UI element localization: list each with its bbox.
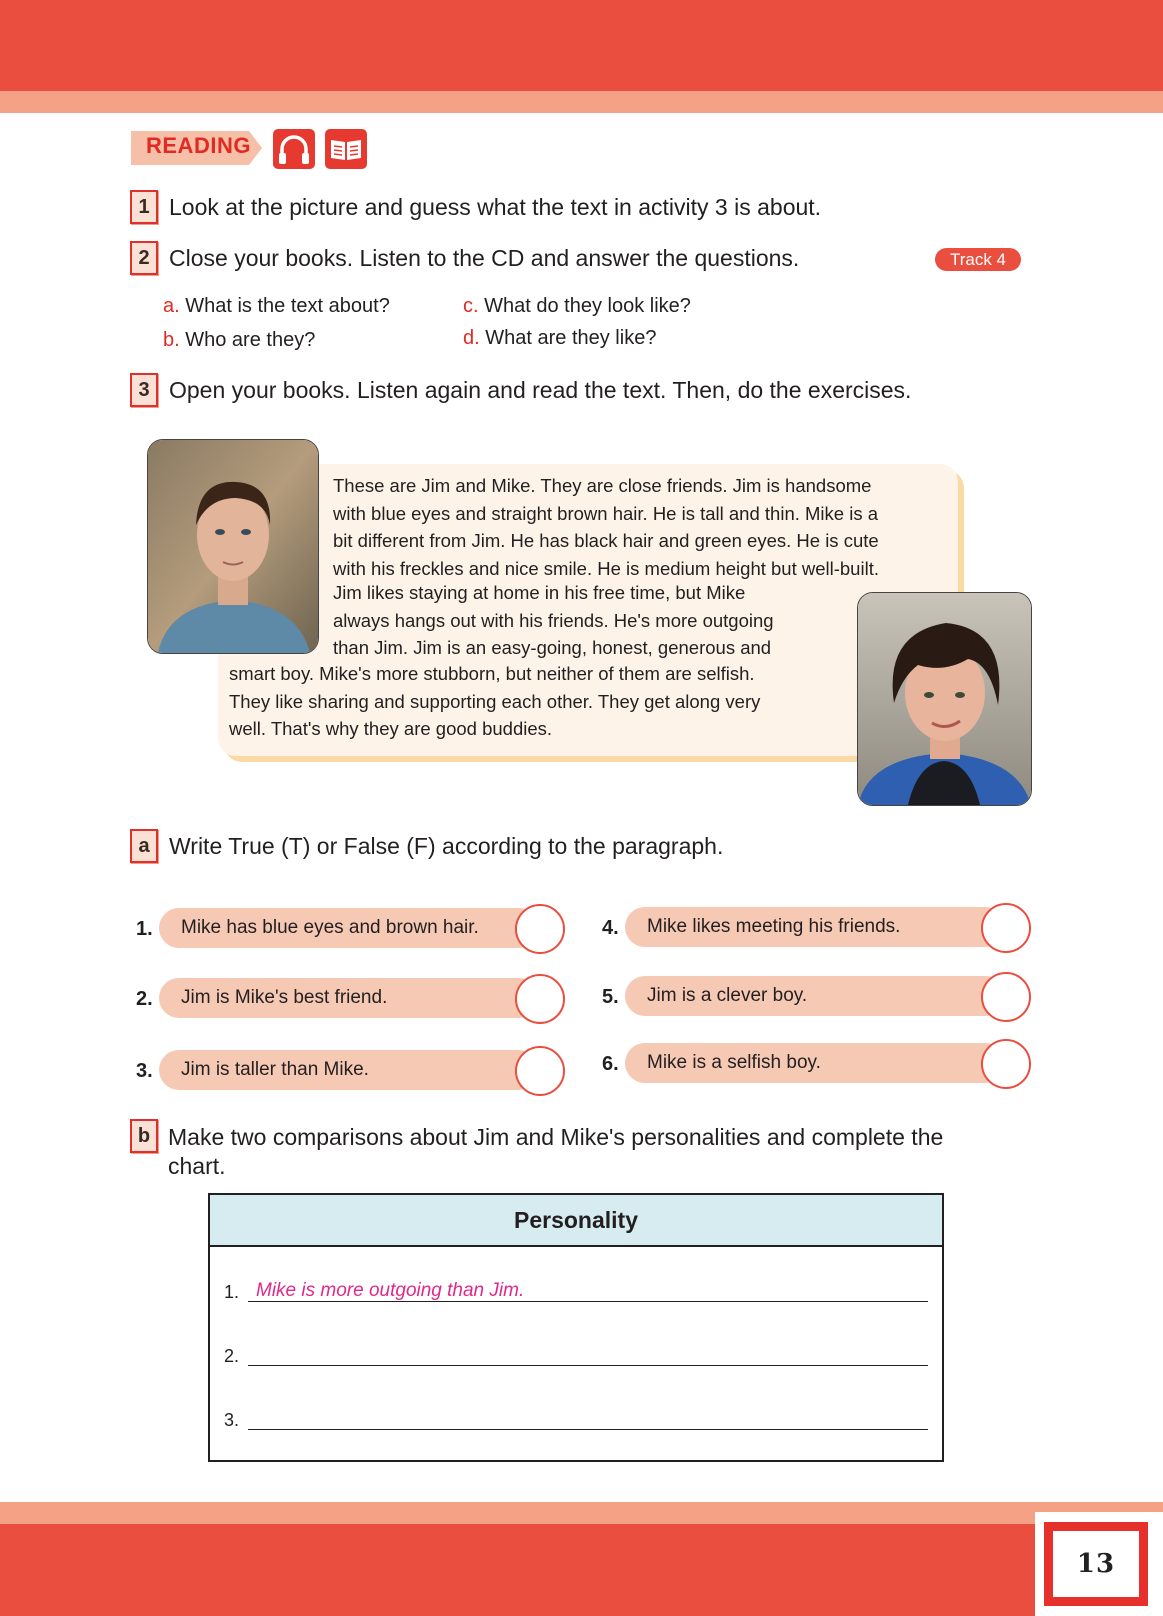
chart-row-number-2: 2. [224, 1346, 240, 1366]
top-banner-stripe [0, 91, 1163, 113]
exercise-b-instruction-line-2: chart. [168, 1153, 226, 1179]
reading-line-4: with his freckles and nice smile. He is medium height but well-built. [333, 557, 879, 579]
question-a: a. What is the text about? [163, 295, 390, 317]
question-b: b. Who are they? [163, 329, 316, 351]
tf-item-number-3: 3. [136, 1060, 153, 1082]
bottom-banner [0, 1524, 1163, 1616]
reading-line-3: bit different from Jim. He has black hair and green eyes. He is cute [333, 530, 879, 551]
tf-answer-circle-4[interactable] [981, 903, 1031, 953]
tf-statement-1: Mike has blue eyes and brown hair. [159, 908, 539, 948]
tf-answer-circle-2[interactable] [515, 974, 565, 1024]
activity-number-1: 1 [130, 190, 158, 224]
tf-answer-circle-6[interactable] [981, 1039, 1031, 1089]
tf-statement-3: Jim is taller than Mike. [159, 1050, 539, 1090]
open-book-icon [325, 129, 367, 169]
activity-number-3: 3 [130, 373, 158, 407]
tf-item-number-1: 1. [136, 918, 153, 940]
reading-line-10: well. That's why they are good buddies. [229, 718, 553, 739]
tf-answer-circle-3[interactable] [515, 1046, 565, 1096]
activity-number-2: 2 [130, 241, 158, 275]
exercise-b-instruction-line-1: Make two comparisons about Jim and Mike's personalities and complete the [168, 1124, 944, 1150]
page-number: 13 [1044, 1522, 1148, 1606]
tf-item-number-5: 5. [602, 986, 619, 1008]
tf-statement-5: Jim is a clever boy. [625, 976, 1005, 1016]
photo-jim [147, 439, 319, 654]
reading-line-1: These are Jim and Mike. They are close friends. Jim is handsome [333, 475, 872, 496]
photo-mike [857, 592, 1032, 806]
reading-line-9: They like sharing and supporting each other. They get along very [229, 690, 761, 712]
reading-line-6: always hangs out with his friends. He's more outgoing [333, 609, 774, 631]
tf-item-number-2: 2. [136, 988, 153, 1010]
top-banner [0, 0, 1163, 91]
track-badge: Track 4 [935, 248, 1021, 271]
question-c: c. What do they look like? [463, 295, 691, 317]
reading-line-5: Jim likes staying at home in his free time, but Mike [333, 582, 746, 603]
tf-statement-6: Mike is a selfish boy. [625, 1043, 1005, 1083]
section-label: READING [146, 133, 251, 158]
reading-line-8: smart boy. Mike's more stubborn, but neither of them are selfish. [229, 663, 755, 684]
headphones-icon [273, 129, 315, 169]
tf-answer-circle-5[interactable] [981, 972, 1031, 1022]
chart-row-number-3: 3. [224, 1410, 240, 1430]
chart-row-answer-1[interactable]: Mike is more outgoing than Jim. [256, 1280, 525, 1301]
reading-line-7: than Jim. Jim is an easy-going, honest, generous and [333, 637, 772, 658]
tf-statement-2: Jim is Mike's best friend. [159, 978, 539, 1018]
tf-item-number-4: 4. [602, 917, 619, 939]
chart-title: Personality [210, 1195, 942, 1247]
exercise-a-instruction: Write True (T) or False (F) according to the paragraph. [169, 833, 724, 859]
tf-statement-4: Mike likes meeting his friends. [625, 907, 1005, 947]
question-d: d. What are they like? [463, 327, 657, 349]
reading-line-2: with blue eyes and straight brown hair. He is tall and thin. Mike is a [333, 502, 879, 524]
activity-1-instruction: Look at the picture and guess what the text in activity 3 is about. [169, 194, 822, 220]
activity-3-instruction: Open your books. Listen again and read the text. Then, do the exercises. [169, 377, 912, 403]
exercise-letter-a: a [130, 829, 158, 863]
chart-row-number-1: 1. [224, 1282, 240, 1302]
bottom-banner-stripe [0, 1502, 1163, 1524]
chart-row-line-3[interactable] [248, 1429, 928, 1430]
exercise-letter-b: b [130, 1119, 158, 1153]
chart-row-line-2[interactable] [248, 1365, 928, 1366]
tf-item-number-6: 6. [602, 1053, 619, 1075]
tf-answer-circle-1[interactable] [515, 904, 565, 954]
activity-2-instruction: Close your books. Listen to the CD and answer the questions. [169, 245, 800, 271]
personality-chart [208, 1193, 944, 1462]
